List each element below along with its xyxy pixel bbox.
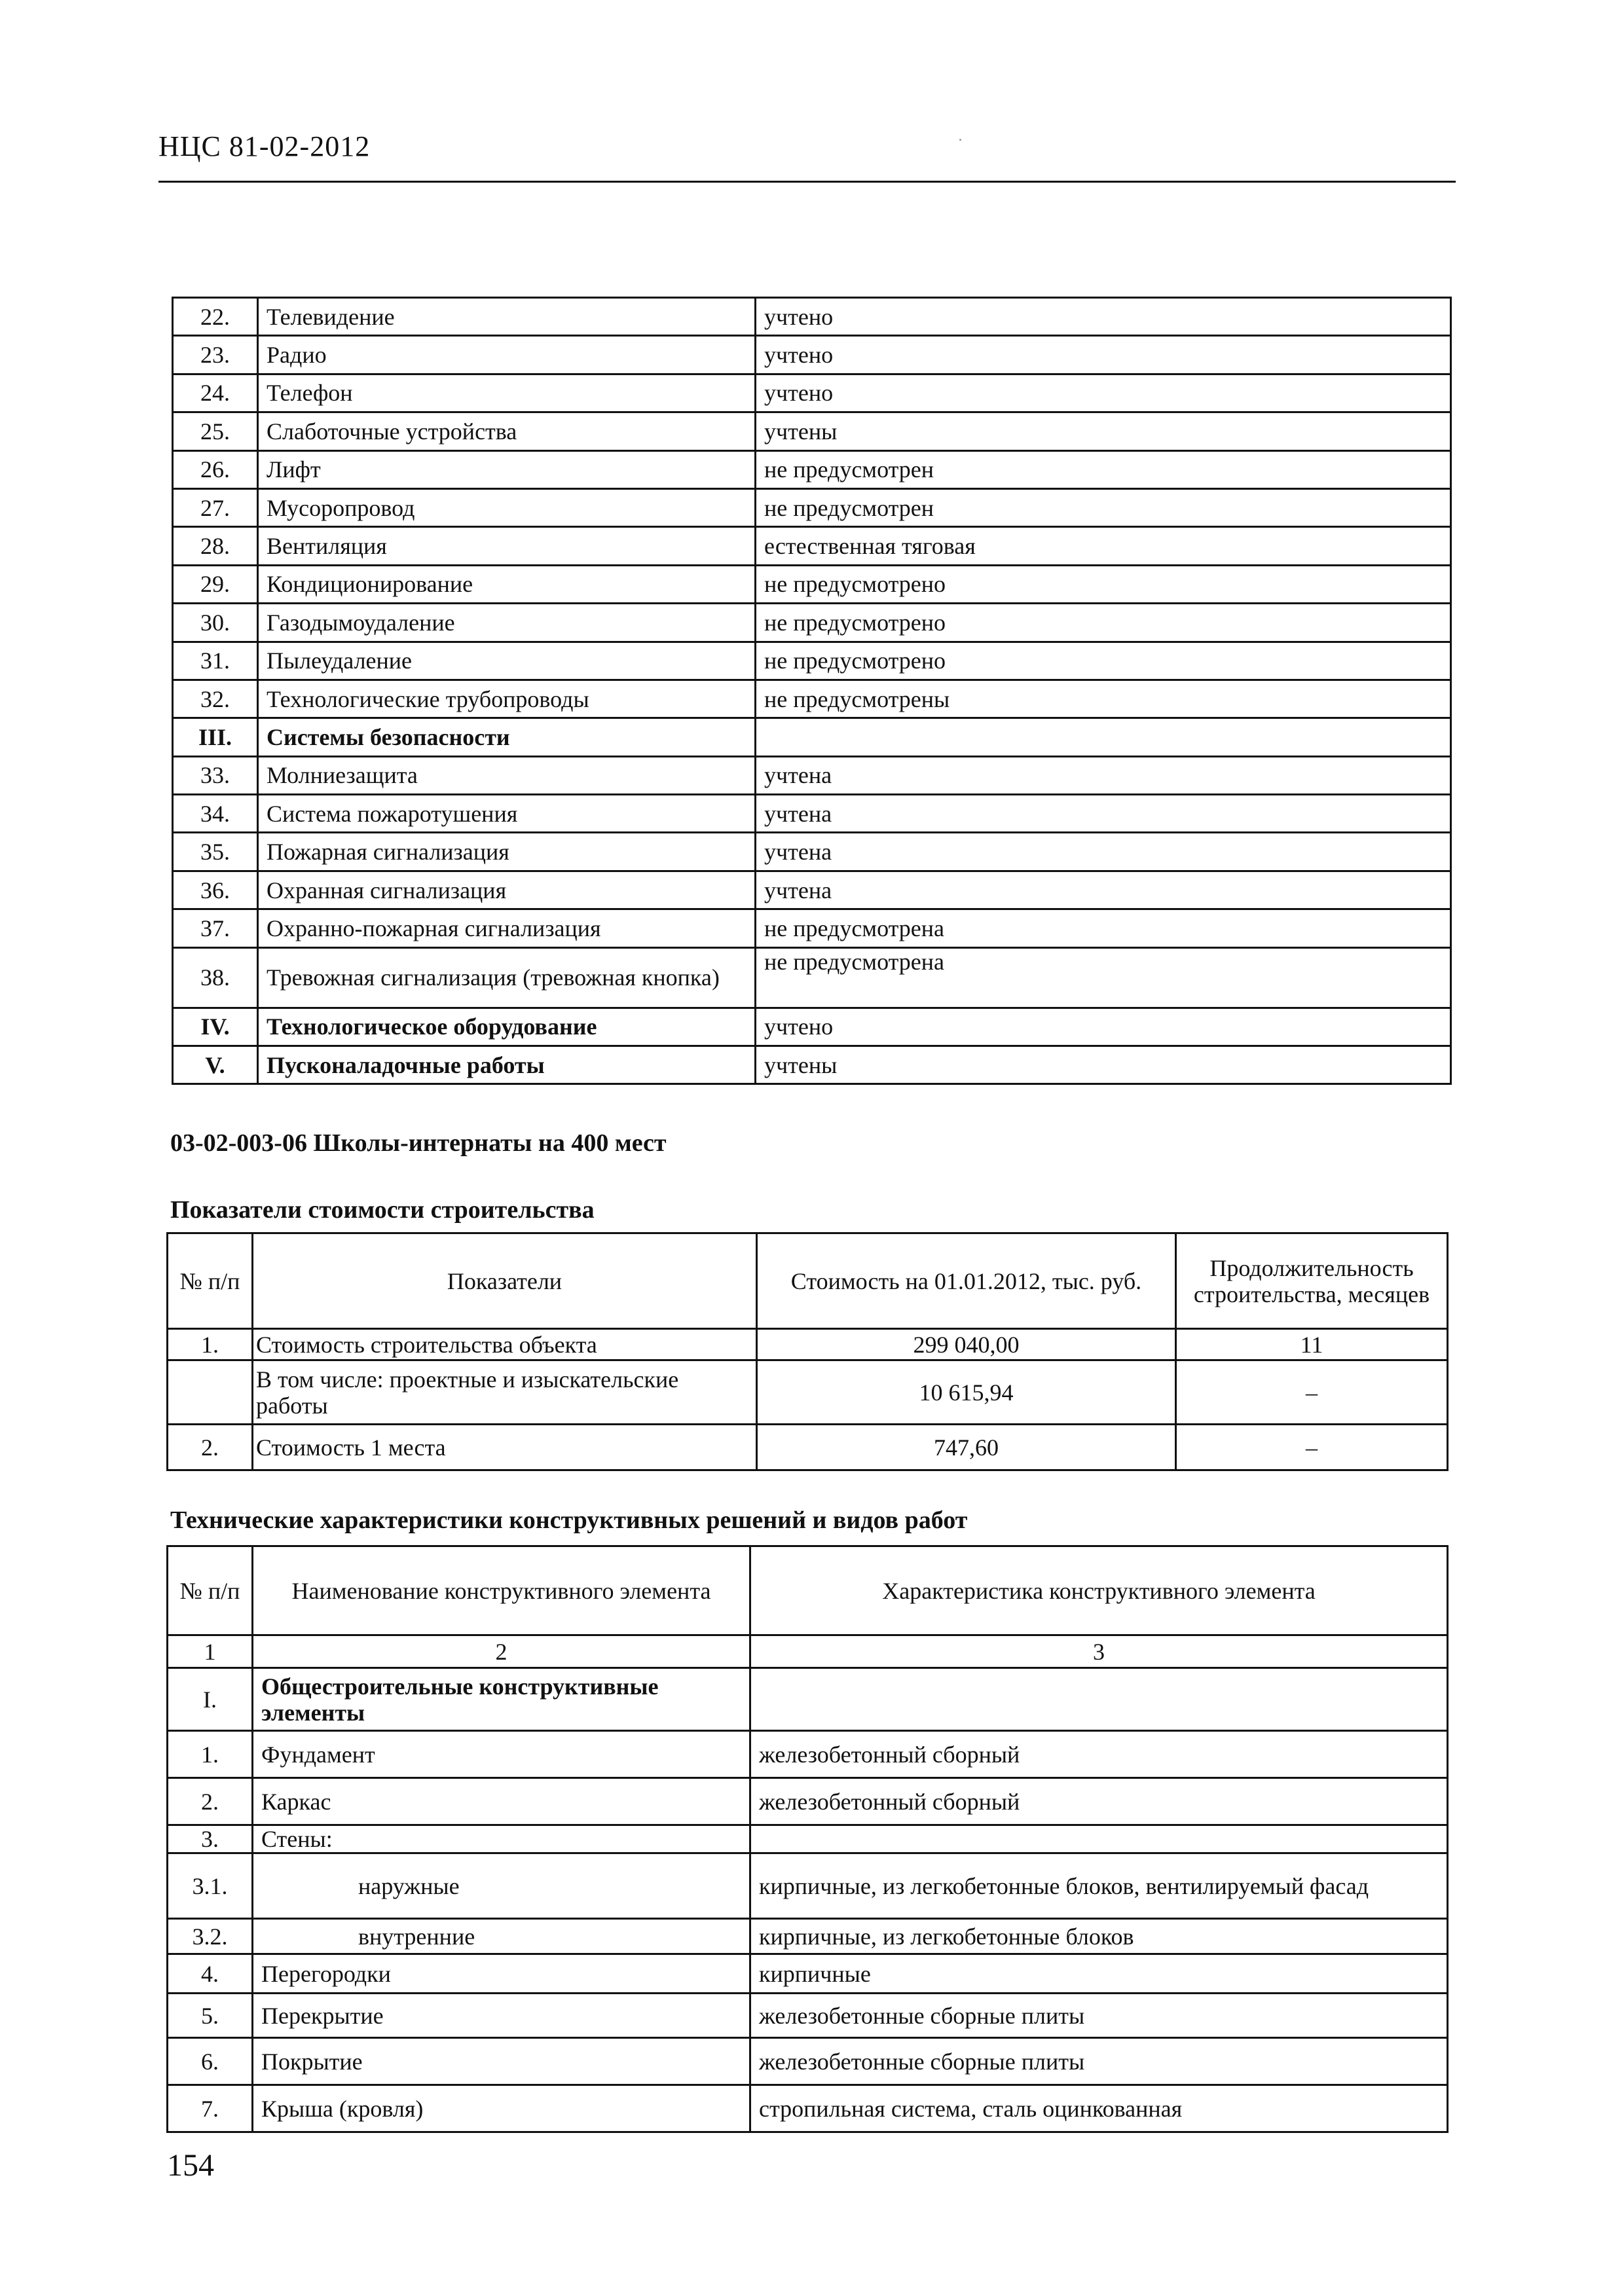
systems-row-num: 28. bbox=[173, 527, 258, 565]
tech-row-char: кирпичные, из легкобетонные блоков, вентилируемый фасад bbox=[750, 1853, 1448, 1919]
tech-row-num: 3. bbox=[168, 1825, 253, 1853]
systems-row-name: Телевидение bbox=[258, 298, 756, 336]
systems-row-value: учтена bbox=[756, 795, 1451, 833]
cost-row-num: 1. bbox=[168, 1329, 253, 1360]
systems-row-name: Охранно-пожарная сигнализация bbox=[258, 909, 756, 947]
systems-row-num: 33. bbox=[173, 756, 258, 794]
tech-table bbox=[166, 1545, 1449, 2133]
systems-row-value: учтены bbox=[756, 1046, 1451, 1084]
table-row bbox=[168, 1825, 1448, 1853]
cost-header-row bbox=[168, 1233, 1448, 1329]
tech-row-char: кирпичные bbox=[750, 1954, 1448, 1994]
table-row bbox=[168, 2085, 1448, 2132]
tech-colnum-2: 2 bbox=[253, 1635, 750, 1668]
systems-row-name: Пусконаладочные работы bbox=[258, 1046, 756, 1084]
tech-row-char bbox=[750, 1668, 1448, 1731]
cost-table bbox=[166, 1232, 1449, 1471]
cost-row-num bbox=[168, 1360, 253, 1425]
systems-row-value: естественная тяговая bbox=[756, 527, 1451, 565]
systems-row-num: V. bbox=[173, 1046, 258, 1084]
tech-row-name: Стены: bbox=[253, 1825, 750, 1853]
cost-row-cost: 747,60 bbox=[757, 1425, 1176, 1470]
table-row bbox=[168, 1731, 1448, 1778]
tech-row-name: Перегородки bbox=[253, 1954, 750, 1994]
systems-row-name: Кондиционирование bbox=[258, 565, 756, 603]
systems-row-value: не предусмотрен bbox=[756, 488, 1451, 526]
systems-row-num: 38. bbox=[173, 947, 258, 1008]
systems-row-name: Газодымоудаление bbox=[258, 604, 756, 642]
table-row bbox=[173, 412, 1451, 450]
tech-row-num: 1. bbox=[168, 1731, 253, 1778]
table-row bbox=[173, 527, 1451, 565]
tech-row-num: I. bbox=[168, 1668, 253, 1731]
table-row bbox=[173, 718, 1451, 756]
tech-colnum-1: 1 bbox=[168, 1635, 253, 1668]
table-row bbox=[173, 795, 1451, 833]
tech-row-name: наружные bbox=[253, 1853, 750, 1919]
table-row bbox=[173, 336, 1451, 374]
systems-row-name: Радио bbox=[258, 336, 756, 374]
table-row bbox=[173, 450, 1451, 488]
document-code: НЦС 81-02-2012 bbox=[158, 130, 371, 162]
systems-row-num: 30. bbox=[173, 604, 258, 642]
table-row bbox=[168, 1778, 1448, 1825]
section-title: 03-02-003-06 Школы-интернаты на 400 мест bbox=[170, 1129, 667, 1157]
tech-row-name: внутренние bbox=[253, 1919, 750, 1954]
cost-header-num: № п/п bbox=[168, 1233, 253, 1329]
table-row bbox=[173, 565, 1451, 603]
cost-header-cost: Стоимость на 01.01.2012, тыс. руб. bbox=[757, 1233, 1176, 1329]
tech-row-char: стропильная система, сталь оцинкованная bbox=[750, 2085, 1448, 2132]
tech-row-name: Фундамент bbox=[253, 1731, 750, 1778]
systems-row-name: Технологические трубопроводы bbox=[258, 680, 756, 718]
tech-row-char: железобетонные сборные плиты bbox=[750, 2038, 1448, 2085]
systems-row-name: Пожарная сигнализация bbox=[258, 833, 756, 871]
cost-row-duration: 11 bbox=[1176, 1329, 1448, 1360]
systems-row-num: 32. bbox=[173, 680, 258, 718]
scan-speck bbox=[959, 139, 961, 141]
table-row bbox=[168, 1329, 1448, 1360]
tech-row-num: 4. bbox=[168, 1954, 253, 1994]
tech-row-name: Каркас bbox=[253, 1778, 750, 1825]
tech-table-body bbox=[168, 1546, 1448, 2132]
tech-header-num: № п/п bbox=[168, 1546, 253, 1635]
systems-row-value: учтена bbox=[756, 871, 1451, 909]
systems-row-value: учтено bbox=[756, 374, 1451, 412]
systems-table bbox=[172, 297, 1452, 1085]
tech-row-char: кирпичные, из легкобетонные блоков bbox=[750, 1919, 1448, 1954]
tech-row-name: Крыша (кровля) bbox=[253, 2085, 750, 2132]
systems-row-num: 29. bbox=[173, 565, 258, 603]
cost-row-indicator: В том числе: проектные и изыскательские работы bbox=[253, 1360, 757, 1425]
systems-row-value: не предусмотрено bbox=[756, 642, 1451, 680]
table-row bbox=[173, 298, 1451, 336]
tech-row-name: Общестроительные конструктивные элементы bbox=[253, 1668, 750, 1731]
table-row bbox=[173, 756, 1451, 794]
systems-row-value: учтена bbox=[756, 756, 1451, 794]
cost-header-duration: Продолжительность строительства, месяцев bbox=[1176, 1233, 1448, 1329]
systems-row-name: Мусоропровод bbox=[258, 488, 756, 526]
systems-row-value: не предусмотрена bbox=[756, 909, 1451, 947]
cost-row-cost: 10 615,94 bbox=[757, 1360, 1176, 1425]
systems-table-body bbox=[173, 298, 1451, 1084]
systems-row-value: не предусмотрено bbox=[756, 604, 1451, 642]
systems-row-name: Системы безопасности bbox=[258, 718, 756, 756]
systems-row-value: не предусмотрен bbox=[756, 450, 1451, 488]
systems-row-num: 35. bbox=[173, 833, 258, 871]
systems-row-num: 31. bbox=[173, 642, 258, 680]
cost-row-num: 2. bbox=[168, 1425, 253, 1470]
tech-header-char: Характеристика конструктивного элемента bbox=[750, 1546, 1448, 1635]
systems-row-value: учтена bbox=[756, 833, 1451, 871]
cost-row-duration: – bbox=[1176, 1360, 1448, 1425]
table-row bbox=[173, 833, 1451, 871]
tech-row-num: 3.2. bbox=[168, 1919, 253, 1954]
cost-row-indicator: Стоимость 1 места bbox=[253, 1425, 757, 1470]
systems-row-name: Система пожаротушения bbox=[258, 795, 756, 833]
systems-row-value: не предусмотрено bbox=[756, 565, 1451, 603]
table-row bbox=[168, 2038, 1448, 2085]
cost-row-indicator: Стоимость строительства объекта bbox=[253, 1329, 757, 1360]
tech-row-num: 2. bbox=[168, 1778, 253, 1825]
table-row bbox=[173, 947, 1451, 1008]
table-row bbox=[168, 1853, 1448, 1919]
systems-row-value: учтено bbox=[756, 1008, 1451, 1046]
table-row bbox=[173, 488, 1451, 526]
cost-row-cost: 299 040,00 bbox=[757, 1329, 1176, 1360]
systems-row-name: Лифт bbox=[258, 450, 756, 488]
systems-row-num: 23. bbox=[173, 336, 258, 374]
page-number: 154 bbox=[167, 2148, 214, 2183]
tech-colnum-row bbox=[168, 1635, 1448, 1668]
systems-row-name: Тревожная сигнализация (тревожная кнопка) bbox=[258, 947, 756, 1008]
table-row bbox=[173, 642, 1451, 680]
systems-row-value: учтено bbox=[756, 336, 1451, 374]
table-row bbox=[173, 680, 1451, 718]
systems-row-value: не предусмотрена bbox=[756, 947, 1451, 1008]
systems-row-num: III. bbox=[173, 718, 258, 756]
table-row bbox=[173, 374, 1451, 412]
systems-row-name: Молниезащита bbox=[258, 756, 756, 794]
table-row bbox=[173, 604, 1451, 642]
table-row bbox=[168, 1425, 1448, 1470]
tech-row-char bbox=[750, 1825, 1448, 1853]
systems-row-name: Охранная сигнализация bbox=[258, 871, 756, 909]
tech-row-name: Покрытие bbox=[253, 2038, 750, 2085]
systems-row-num: 36. bbox=[173, 871, 258, 909]
systems-row-value: не предусмотрены bbox=[756, 680, 1451, 718]
tech-row-num: 3.1. bbox=[168, 1853, 253, 1919]
table-row bbox=[173, 1008, 1451, 1046]
cost-header-indicator: Показатели bbox=[253, 1233, 757, 1329]
tech-table-title: Технические характеристики конструктивных решений и видов работ bbox=[170, 1506, 968, 1534]
systems-row-num: IV. bbox=[173, 1008, 258, 1046]
systems-row-name: Слаботочные устройства bbox=[258, 412, 756, 450]
tech-header-name: Наименование конструктивного элемента bbox=[253, 1546, 750, 1635]
table-row bbox=[168, 1919, 1448, 1954]
tech-row-num: 7. bbox=[168, 2085, 253, 2132]
systems-row-num: 24. bbox=[173, 374, 258, 412]
tech-colnum-3: 3 bbox=[750, 1635, 1448, 1668]
systems-row-name: Вентиляция bbox=[258, 527, 756, 565]
table-row bbox=[168, 1994, 1448, 2038]
tech-row-num: 6. bbox=[168, 2038, 253, 2085]
systems-row-value: учтено bbox=[756, 298, 1451, 336]
header-rule bbox=[158, 181, 1456, 183]
cost-table-title: Показатели стоимости строительства bbox=[170, 1196, 595, 1224]
systems-row-num: 26. bbox=[173, 450, 258, 488]
tech-row-char: железобетонный сборный bbox=[750, 1778, 1448, 1825]
systems-row-name: Технологическое оборудование bbox=[258, 1008, 756, 1046]
systems-row-name: Пылеудаление bbox=[258, 642, 756, 680]
systems-row-num: 27. bbox=[173, 488, 258, 526]
tech-header-row bbox=[168, 1546, 1448, 1635]
systems-row-value: учтены bbox=[756, 412, 1451, 450]
tech-row-name: Перекрытие bbox=[253, 1994, 750, 2038]
table-row bbox=[168, 1668, 1448, 1731]
table-row bbox=[168, 1360, 1448, 1425]
table-row bbox=[173, 1046, 1451, 1084]
systems-row-num: 25. bbox=[173, 412, 258, 450]
table-row bbox=[168, 1954, 1448, 1994]
table-row bbox=[173, 909, 1451, 947]
systems-row-value bbox=[756, 718, 1451, 756]
tech-row-num: 5. bbox=[168, 1994, 253, 2038]
cost-row-duration: – bbox=[1176, 1425, 1448, 1470]
table-row bbox=[173, 871, 1451, 909]
systems-row-num: 34. bbox=[173, 795, 258, 833]
systems-row-num: 37. bbox=[173, 909, 258, 947]
tech-row-char: железобетонные сборные плиты bbox=[750, 1994, 1448, 2038]
tech-row-char: железобетонный сборный bbox=[750, 1731, 1448, 1778]
systems-row-name: Телефон bbox=[258, 374, 756, 412]
systems-row-num: 22. bbox=[173, 298, 258, 336]
